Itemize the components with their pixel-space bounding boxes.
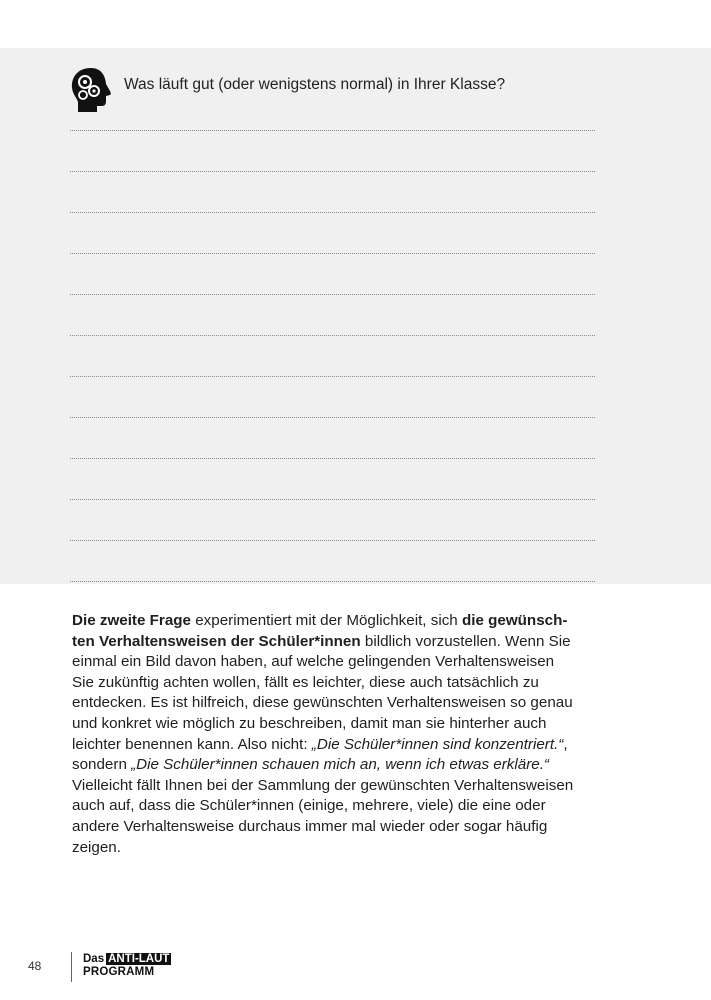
program-logo — [83, 953, 171, 979]
paragraph-line — [72, 838, 612, 859]
head-with-gears-icon — [69, 67, 113, 113]
logo-word: Das — [83, 953, 105, 965]
paragraph-text: auch auf, dass die Schüler*innen (einige, mehrere, viele) die eine oder — [72, 797, 546, 815]
body-paragraph — [72, 611, 612, 858]
paragraph-line — [72, 755, 612, 776]
bold-text: ten Verhaltensweisen der Schüler*innen — [72, 632, 361, 650]
answer-line[interactable] — [70, 499, 595, 500]
paragraph-text: leichter benennen kann. Also nicht: — [72, 735, 312, 753]
answer-line[interactable] — [70, 458, 595, 459]
bold-text: die gewünsch- — [461, 612, 568, 629]
paragraph-text: experimentiert mit der Möglichkeit, sich — [191, 612, 462, 629]
answer-line[interactable] — [70, 294, 595, 295]
answer-line[interactable] — [70, 253, 595, 254]
paragraph-line — [72, 693, 612, 714]
answer-line[interactable] — [70, 581, 595, 582]
paragraph-text: entdecken. Es ist hilfreich, diese gewünschten Verhaltensweisen so genau — [72, 694, 573, 712]
logo-highlight: ANTI-LAUT — [108, 953, 170, 965]
italic-quote: „Die Schüler*innen sind konzentriert.“ — [311, 735, 564, 753]
paragraph-text: bildlich vorzustellen. Wenn Sie — [360, 632, 571, 650]
paragraph-text: einmal ein Bild davon haben, auf welche gelingenden Verhaltensweisen — [72, 653, 555, 671]
paragraph-line — [72, 776, 612, 797]
worksheet-panel — [0, 48, 711, 584]
paragraph-line — [72, 611, 612, 632]
answer-line[interactable] — [70, 212, 595, 213]
paragraph-text: sondern — [72, 756, 132, 774]
logo-word: PROGRAMM — [83, 966, 155, 978]
paragraph-text: andere Verhaltensweise durchaus immer mal wieder oder sogar häufig — [72, 817, 548, 835]
answer-line[interactable] — [70, 540, 595, 541]
answer-line[interactable] — [70, 417, 595, 418]
answer-line[interactable] — [70, 376, 595, 377]
paragraph-text: Vielleicht fällt Ihnen bei der Sammlung der gewünschten Verhaltensweisen — [72, 776, 574, 794]
bold-text: Die zweite Frage — [72, 612, 192, 629]
paragraph-text: , — [563, 735, 568, 753]
paragraph-text: Sie zukünftig achten wollen, fällt es leichter, diese auch tatsächlich zu — [72, 673, 539, 691]
answer-line[interactable] — [70, 130, 595, 131]
paragraph-line — [72, 652, 612, 673]
paragraph-line — [72, 673, 612, 694]
worksheet-question: Was läuft gut (oder wenigstens normal) in Ihrer Klasse? — [124, 76, 506, 93]
answer-line[interactable] — [70, 171, 595, 172]
page-number: 48 — [28, 959, 42, 973]
paragraph-text: und konkret wie möglich zu beschreiben, damit man sie hinterher auch — [72, 714, 547, 732]
paragraph-line — [72, 817, 612, 838]
answer-line[interactable] — [70, 335, 595, 336]
paragraph-line — [72, 632, 612, 653]
paragraph-text: zeigen. — [72, 838, 121, 856]
paragraph-line — [72, 735, 612, 756]
italic-quote: „Die Schüler*innen schauen mich an, wenn ich etwas erkläre.“ — [131, 756, 549, 774]
paragraph-line — [72, 796, 612, 817]
footer-divider — [71, 952, 72, 982]
paragraph-line — [72, 714, 612, 735]
